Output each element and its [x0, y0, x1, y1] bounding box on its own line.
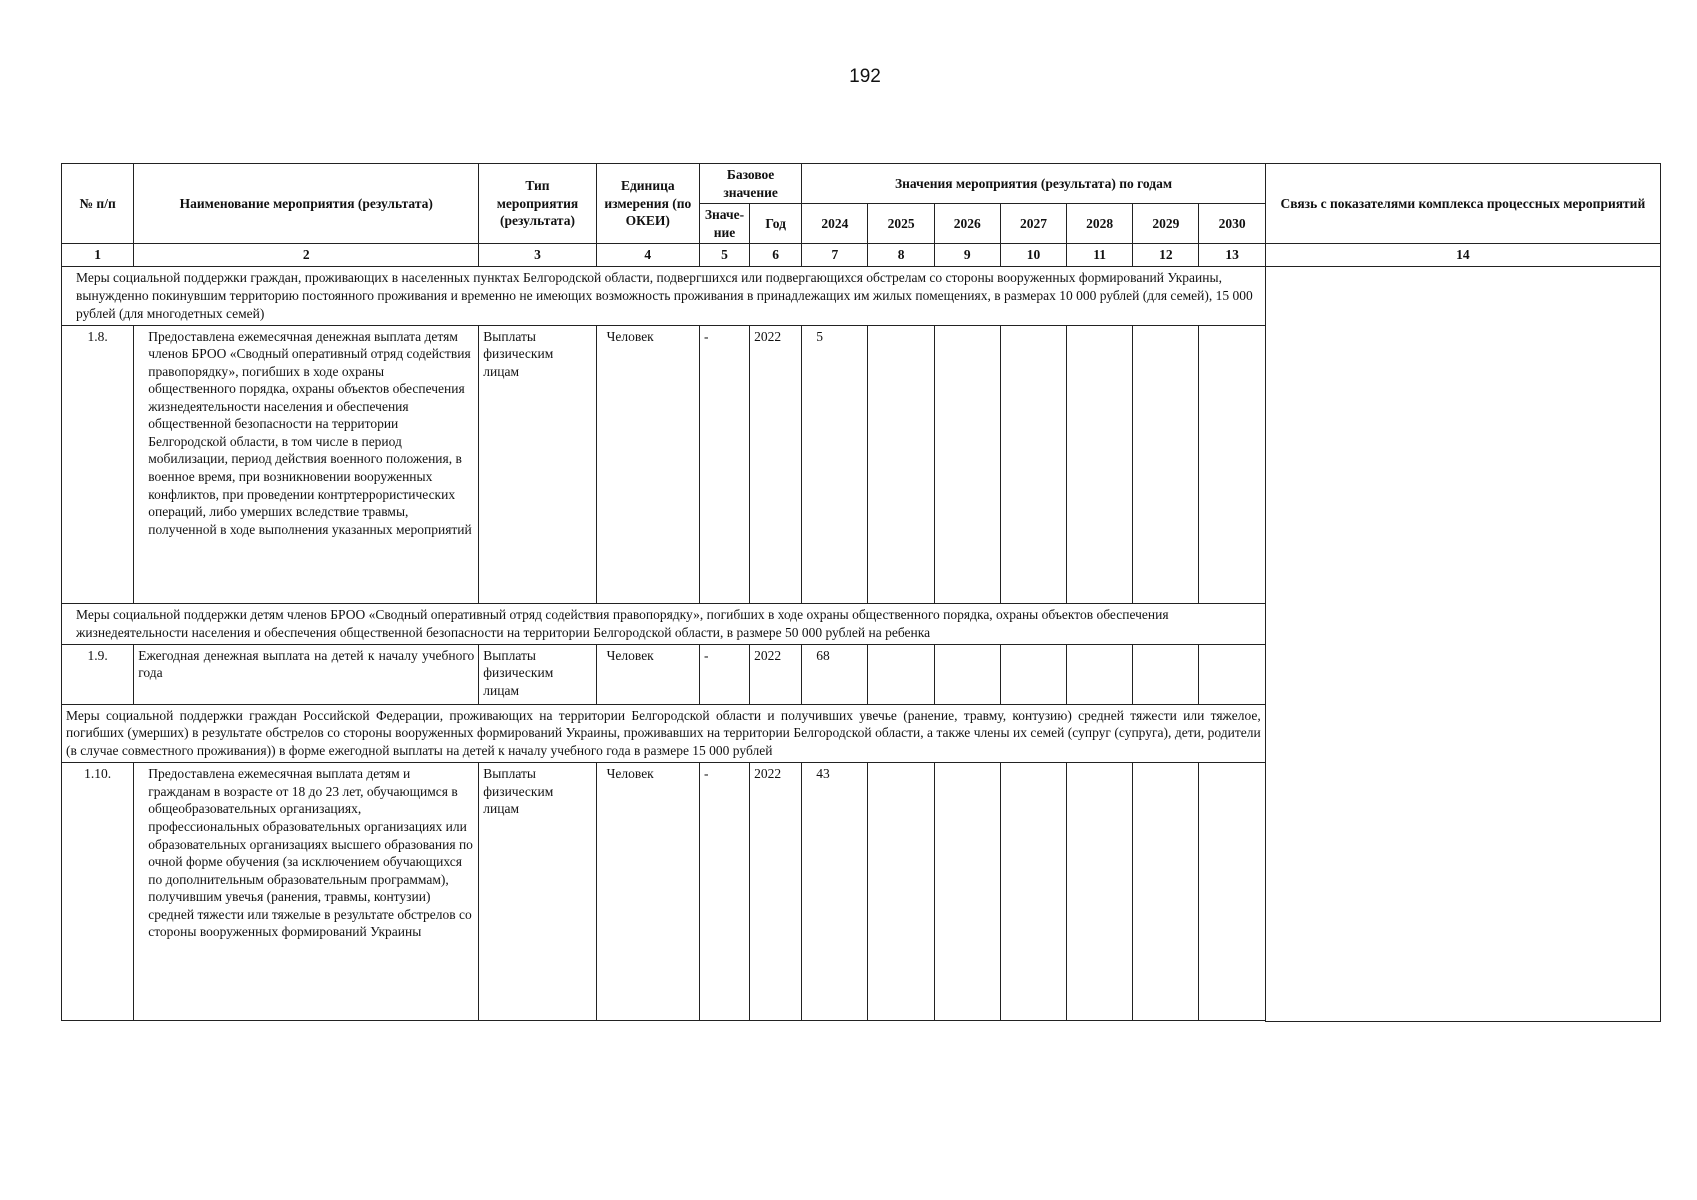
row-name: Предоставлена ежемесячная выплата детям и гражданам в возрасте от 18 до 23 лет, обучающимся в общеобразовательных организациях, профессиональных образовательных организациях или образовательных организациях высшего образования по очной форме обучения (за исключением обучающихся по дополнительным образовательным программам), получившим увечья (ранения, травмы, контузии) средней тяжести или тяжелые в результате обстрелов со стороны вооруженных формирований Украины: [134, 763, 479, 1021]
header-year-2025: 2025: [868, 204, 934, 244]
row-base-year: 2022: [750, 325, 802, 603]
column-number: 4: [596, 244, 699, 267]
header-base-value: Значе-ние: [699, 204, 749, 244]
row-value-2024: 43: [802, 763, 868, 1021]
header-base-year: Год: [750, 204, 802, 244]
section-text: Меры социальной поддержки детям членов БРОО «Сводный оперативный отряд содействия правопорядку», погибших в ходе охраны общественного порядка, охраны объектов обеспечения жизнедеятельности населения и обеспечения общественной безопасности на территории Белгородской области, в размере 50 000 рублей на ребенка: [62, 603, 1266, 644]
row-value-2025: [868, 644, 934, 704]
row-value-2029: [1133, 644, 1199, 704]
header-name: Наименование мероприятия (результата): [134, 164, 479, 244]
column-number: 13: [1199, 244, 1265, 267]
column-number: 8: [868, 244, 934, 267]
row-value-2030: [1199, 763, 1265, 1021]
header-years-title: Значения мероприятия (результата) по годам: [802, 164, 1265, 204]
section-text: Меры социальной поддержки граждан, проживающих в населенных пунктах Белгородской области, подвергшихся или подвергающихся обстрелам со стороны вооруженных формирований Украины, вынужденно покинувшим территорию постоянного проживания и временно не имеющих возможность проживания в принадлежащих им жилых помещениях, в размерах 10 000 рублей (для семей), 15 000 рублей (для многодетных семей): [62, 266, 1266, 325]
column-number: 7: [802, 244, 868, 267]
row-base-year: 2022: [750, 763, 802, 1021]
header-base: Базовое значение: [699, 164, 801, 204]
row-base-value: -: [699, 763, 749, 1021]
row-num: 1.9.: [62, 644, 134, 704]
header-year-2029: 2029: [1133, 204, 1199, 244]
row-value-2027: [1000, 763, 1066, 1021]
row-value-2029: [1133, 325, 1199, 603]
row-num: 1.10.: [62, 763, 134, 1021]
column-number: 5: [699, 244, 749, 267]
header-year-2026: 2026: [934, 204, 1000, 244]
row-base-year: 2022: [750, 644, 802, 704]
row-value-2025: [868, 763, 934, 1021]
row-name: Предоставлена ежемесячная денежная выплата детям членов БРОО «Сводный оперативный отряд содействия правопорядку», погибших в ходе охраны общественного порядка, охраны объектов обеспечения жизнедеятельности населения и обеспечения общественной безопасности на территории Белгородской области, в том числе в период мобилизации, период действия военного положения, в военное время, при возникновении вооруженных конфликтов, при проведении контртеррористических операций, либо умерших вследствие травмы, полученной в ходе выполнения указанных мероприятий: [134, 325, 479, 603]
header-year-2027: 2027: [1000, 204, 1066, 244]
row-value-2024: 5: [802, 325, 868, 603]
header-year-2024: 2024: [802, 204, 868, 244]
row-value-2030: [1199, 325, 1265, 603]
header-year-2030: 2030: [1199, 204, 1265, 244]
row-unit: Человек: [596, 644, 699, 704]
row-base-value: -: [699, 644, 749, 704]
section-row: [62, 266, 1661, 325]
column-number: 9: [934, 244, 1000, 267]
column-number: 11: [1067, 244, 1133, 267]
row-type: Выплаты физическим лицам: [479, 644, 596, 704]
row-value-2026: [934, 644, 1000, 704]
row-value-2027: [1000, 325, 1066, 603]
row-type: Выплаты физическим лицам: [479, 763, 596, 1021]
header-type: Тип мероприятия (результата): [479, 164, 596, 244]
row-value-2030: [1199, 644, 1265, 704]
column-number: 12: [1133, 244, 1199, 267]
activities-table: [61, 163, 1661, 1022]
row-type: Выплаты физическим лицам: [479, 325, 596, 603]
link-cell: [1265, 266, 1660, 1021]
row-value-2029: [1133, 763, 1199, 1021]
header-year-2028: 2028: [1067, 204, 1133, 244]
row-value-2027: [1000, 644, 1066, 704]
header-unit: Единица измерения (по ОКЕИ): [596, 164, 699, 244]
page-number: 192: [849, 66, 881, 87]
column-number: 2: [134, 244, 479, 267]
row-value-2024: 68: [802, 644, 868, 704]
column-number: 3: [479, 244, 596, 267]
row-value-2028: [1067, 325, 1133, 603]
row-value-2026: [934, 325, 1000, 603]
header-num: № п/п: [62, 164, 134, 244]
row-base-value: -: [699, 325, 749, 603]
column-number: 14: [1265, 244, 1660, 267]
row-value-2028: [1067, 644, 1133, 704]
column-number: 10: [1000, 244, 1066, 267]
section-text: Меры социальной поддержки граждан Российской Федерации, проживающих на территории Белгородской области и получивших увечье (ранение, травму, контузию) средней тяжести или тяжелое, погибших (умерших) в результате обстрелов со стороны вооруженных формирований Украины, проживавших на территории Белгородской области, а также члены их семей (супруг (супруга), дети, родители (в случае совместного проживания)) в форме ежегодной выплаты на детей к началу учебного года в размере 15 000 рублей: [62, 704, 1266, 763]
column-number-row: [62, 244, 1661, 267]
row-value-2025: [868, 325, 934, 603]
row-value-2028: [1067, 763, 1133, 1021]
row-value-2026: [934, 763, 1000, 1021]
column-number: 6: [750, 244, 802, 267]
row-name: Ежегодная денежная выплата на детей к началу учебного года: [134, 644, 479, 704]
header-link: Связь с показателями комплекса процессных мероприятий: [1265, 164, 1660, 244]
row-unit: Человек: [596, 325, 699, 603]
row-unit: Человек: [596, 763, 699, 1021]
column-number: 1: [62, 244, 134, 267]
row-num: 1.8.: [62, 325, 134, 603]
